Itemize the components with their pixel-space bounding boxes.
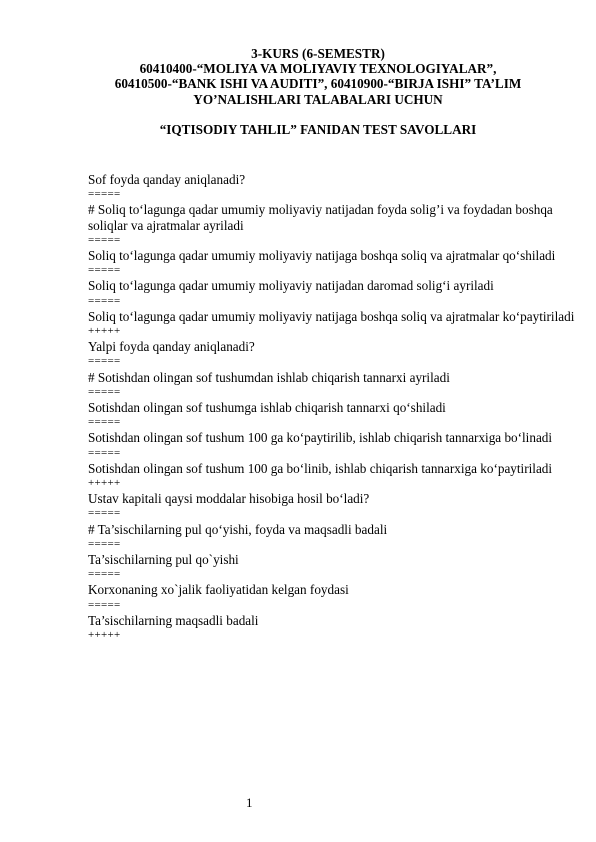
separator-line: ===== — [88, 264, 121, 277]
answer-option: Sotishdan olingan sof tushum 100 ga bo‘linib, ishlab chiqarish tannarxiga ko‘paytiriladi — [88, 460, 553, 476]
separator-line: ===== — [88, 446, 121, 459]
separator-line: ===== — [88, 355, 121, 368]
separator-line: +++++ — [88, 629, 121, 642]
separator-line: ===== — [88, 507, 121, 520]
separator-line: ===== — [88, 537, 121, 550]
program-line-1: 60410400-“MOLIYA VA MOLIYAVIY TEXNOLOGIYALAR”, — [139, 61, 497, 77]
program-line-2: 60410500-“BANK ISHI VA AUDITI”, 60410900-“BIRJA ISHI” TA’LIM — [114, 76, 522, 92]
separator-line: +++++ — [88, 325, 121, 338]
course-line: 3-KURS (6-SEMESTR) — [251, 46, 385, 61]
separator-line: ===== — [88, 233, 121, 246]
separator-line: ===== — [88, 385, 121, 398]
answer-option: # Soliq to‘lagunga qadar umumiy moliyaviy natijadan foyda solig’i va foydadan boshqa soliqlar va ajratmalar ayriladi — [88, 202, 553, 233]
header-spacer — [60, 107, 576, 122]
page-number: 1 — [246, 795, 253, 810]
separator-line: +++++ — [88, 477, 121, 490]
answer-option: Korxonaning xo`jalik faoliyatidan kelgan foydasi — [88, 582, 349, 598]
separator-line: ===== — [88, 568, 121, 581]
answer-option: Sotishdan olingan sof tushum 100 ga ko‘paytirilib, ishlab chiqarish tannarxiga bo‘linadi — [88, 430, 553, 446]
answer-option: Soliq to‘lagunga qadar umumiy moliyaviy natijaga boshqa soliq va ajratmalar qo‘shiladi — [88, 248, 556, 264]
document-header — [60, 46, 576, 137]
answer-option: Sotishdan olingan sof tushumga ishlab chiqarish tannarxi qo‘shiladi — [88, 400, 446, 416]
test-questions-body — [88, 172, 576, 643]
separator-line: ===== — [88, 294, 121, 307]
answer-option: Ta’sischilarning pul qo`yishi — [88, 552, 239, 568]
answer-option: Ta’sischilarning maqsadli badali — [88, 612, 259, 628]
separator-line: ===== — [88, 416, 121, 429]
question-text: Sof foyda qanday aniqlanadi? — [88, 172, 246, 187]
answer-option: Soliq to‘lagunga qadar umumiy moliyaviy natijadan daromad solig‘i ayriladi — [88, 278, 494, 294]
separator-line: ===== — [88, 188, 121, 201]
question-text: Ustav kapitali qaysi moddalar hisobiga hosil bo‘ladi? — [88, 491, 370, 507]
answer-option: # Ta’sischilarning pul qo‘yishi, foyda va maqsadli badali — [88, 521, 388, 537]
audience-line: YO’NALISHLARI TALABALARI UCHUN — [193, 91, 443, 107]
separator-line: ===== — [88, 598, 121, 611]
answer-option: Soliq to‘lagunga qadar umumiy moliyaviy natijaga boshqa soliq va ajratmalar ko‘paytiriladi — [88, 308, 575, 324]
answer-option: # Sotishdan olingan sof tushumdan ishlab chiqarish tannarxi ayriladi — [88, 369, 450, 385]
document-title: “IQTISODIY TAHLIL” FANIDAN TEST SAVOLLARI — [159, 121, 477, 137]
question-text: Yalpi foyda qanday aniqlanadi? — [88, 339, 255, 355]
